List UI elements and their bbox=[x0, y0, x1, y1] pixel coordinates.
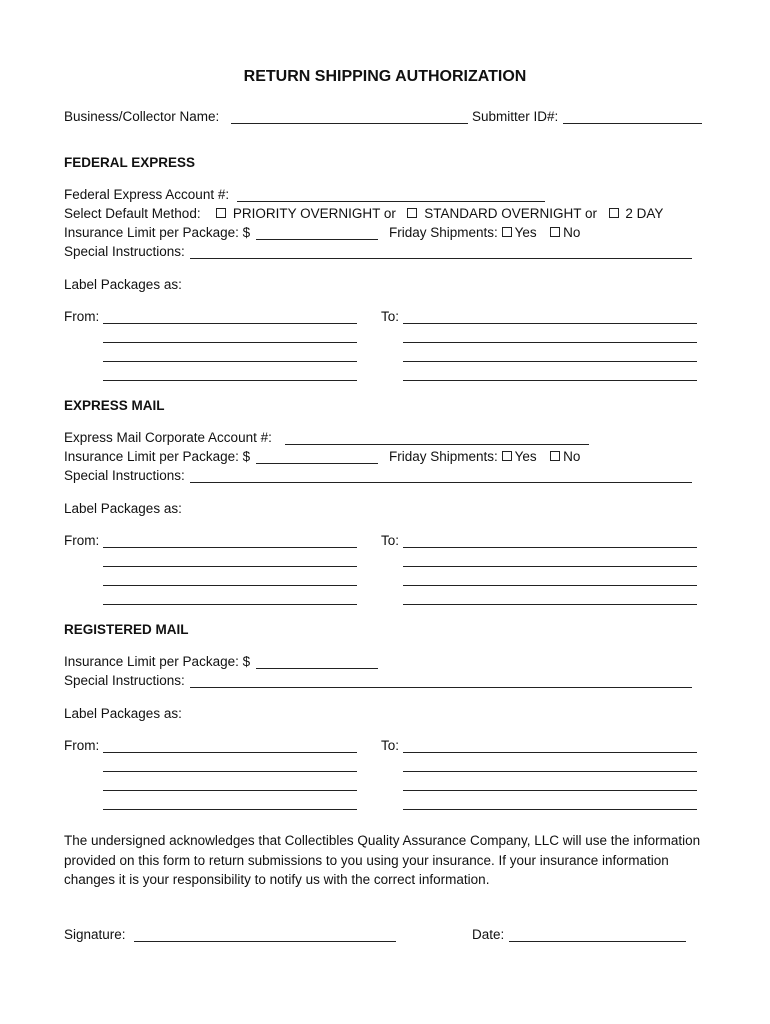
express-account-label: Express Mail Corporate Account #: bbox=[64, 430, 272, 445]
standard-overnight-label: STANDARD OVERNIGHT bbox=[424, 206, 582, 221]
fedex-from-line-3[interactable] bbox=[103, 361, 357, 362]
priority-overnight-label: PRIORITY OVERNIGHT bbox=[232, 206, 381, 221]
fedex-special-label: Special Instructions: bbox=[64, 244, 185, 259]
fedex-insurance-label: Insurance Limit per Package: $ bbox=[64, 225, 251, 240]
yes-label: Yes bbox=[514, 225, 537, 240]
express-from-line-4[interactable] bbox=[103, 604, 357, 605]
registered-heading: REGISTERED MAIL bbox=[64, 622, 189, 637]
express-from-line-3[interactable] bbox=[103, 585, 357, 586]
express-special-field[interactable] bbox=[190, 482, 692, 483]
express-friday-no-checkbox[interactable] bbox=[550, 451, 560, 461]
express-from-line-1[interactable] bbox=[103, 547, 357, 548]
express-label-packages: Label Packages as: bbox=[64, 501, 182, 516]
fedex-method-row bbox=[64, 206, 663, 222]
express-to-label: To: bbox=[381, 533, 400, 548]
friday-no-checkbox[interactable] bbox=[550, 227, 560, 237]
registered-to-label: To: bbox=[381, 738, 400, 753]
fedex-account-field[interactable] bbox=[237, 201, 545, 202]
registered-special-label: Special Instructions: bbox=[64, 673, 185, 688]
fedex-heading: FEDERAL EXPRESS bbox=[64, 155, 196, 170]
express-to-line-3[interactable] bbox=[403, 585, 697, 586]
signature-label: Signature: bbox=[64, 927, 126, 942]
express-special-label: Special Instructions: bbox=[64, 468, 185, 483]
date-label: Date: bbox=[472, 927, 505, 942]
registered-to-line-2[interactable] bbox=[403, 771, 697, 772]
express-from-line-2[interactable] bbox=[103, 566, 357, 567]
or-text: or bbox=[383, 206, 396, 221]
express-from-label: From: bbox=[64, 533, 100, 548]
registered-to-line-1[interactable] bbox=[403, 752, 697, 753]
registered-insurance-label: Insurance Limit per Package: $ bbox=[64, 654, 251, 669]
or-text: or bbox=[585, 206, 598, 221]
fedex-to-line-4[interactable] bbox=[403, 380, 697, 381]
fedex-to-label: To: bbox=[381, 309, 400, 324]
registered-from-label: From: bbox=[64, 738, 100, 753]
two-day-checkbox[interactable] bbox=[609, 208, 619, 218]
fedex-to-line-2[interactable] bbox=[403, 342, 697, 343]
express-to-line-1[interactable] bbox=[403, 547, 697, 548]
registered-insurance-field[interactable] bbox=[256, 668, 378, 669]
standard-overnight-checkbox[interactable] bbox=[407, 208, 417, 218]
express-insurance-field[interactable] bbox=[256, 463, 378, 464]
registered-label-packages: Label Packages as: bbox=[64, 706, 182, 721]
fedex-special-field[interactable] bbox=[190, 258, 692, 259]
fedex-from-line-1[interactable] bbox=[103, 323, 357, 324]
fedex-from-line-2[interactable] bbox=[103, 342, 357, 343]
submitter-id-label: Submitter ID#: bbox=[472, 109, 559, 124]
friday-yes-checkbox[interactable] bbox=[502, 227, 512, 237]
registered-to-line-4[interactable] bbox=[403, 809, 697, 810]
registered-from-line-3[interactable] bbox=[103, 790, 357, 791]
signature-field[interactable] bbox=[134, 941, 396, 942]
express-heading: EXPRESS MAIL bbox=[64, 398, 165, 413]
friday-shipments-label: Friday Shipments: bbox=[389, 449, 498, 464]
date-field[interactable] bbox=[509, 941, 686, 942]
no-label: No bbox=[563, 449, 581, 464]
fedex-to-line-1[interactable] bbox=[403, 323, 697, 324]
fedex-to-line-3[interactable] bbox=[403, 361, 697, 362]
business-name-field[interactable] bbox=[231, 123, 468, 124]
yes-label: Yes bbox=[514, 449, 537, 464]
fedex-from-label: From: bbox=[64, 309, 100, 324]
fedex-friday-row bbox=[389, 225, 580, 241]
express-insurance-label: Insurance Limit per Package: $ bbox=[64, 449, 251, 464]
express-to-line-4[interactable] bbox=[403, 604, 697, 605]
registered-to-line-3[interactable] bbox=[403, 790, 697, 791]
registered-from-line-4[interactable] bbox=[103, 809, 357, 810]
express-friday-yes-checkbox[interactable] bbox=[502, 451, 512, 461]
express-to-line-2[interactable] bbox=[403, 566, 697, 567]
fedex-insurance-field[interactable] bbox=[256, 239, 378, 240]
fedex-account-label: Federal Express Account #: bbox=[64, 187, 230, 202]
express-friday-row bbox=[389, 449, 580, 465]
acknowledgement-text: The undersigned acknowledges that Collectibles Quality Assurance Company, LLC will use the information provided on this form to return submissions to you using your insurance. If your insurance information changes it is your responsibility to notify us with the correct information. bbox=[64, 833, 701, 887]
no-label: No bbox=[563, 225, 581, 240]
fedex-method-label: Select Default Method: bbox=[64, 206, 201, 221]
friday-shipments-label: Friday Shipments: bbox=[389, 225, 498, 240]
registered-from-line-2[interactable] bbox=[103, 771, 357, 772]
business-name-label: Business/Collector Name: bbox=[64, 109, 220, 124]
submitter-id-field[interactable] bbox=[563, 123, 702, 124]
registered-special-field[interactable] bbox=[190, 687, 692, 688]
registered-from-line-1[interactable] bbox=[103, 752, 357, 753]
two-day-label: 2 DAY bbox=[625, 206, 664, 221]
fedex-from-line-4[interactable] bbox=[103, 380, 357, 381]
page-title: RETURN SHIPPING AUTHORIZATION bbox=[243, 68, 527, 85]
fedex-label-packages: Label Packages as: bbox=[64, 277, 182, 292]
priority-overnight-checkbox[interactable] bbox=[216, 208, 226, 218]
express-account-field[interactable] bbox=[285, 444, 589, 445]
